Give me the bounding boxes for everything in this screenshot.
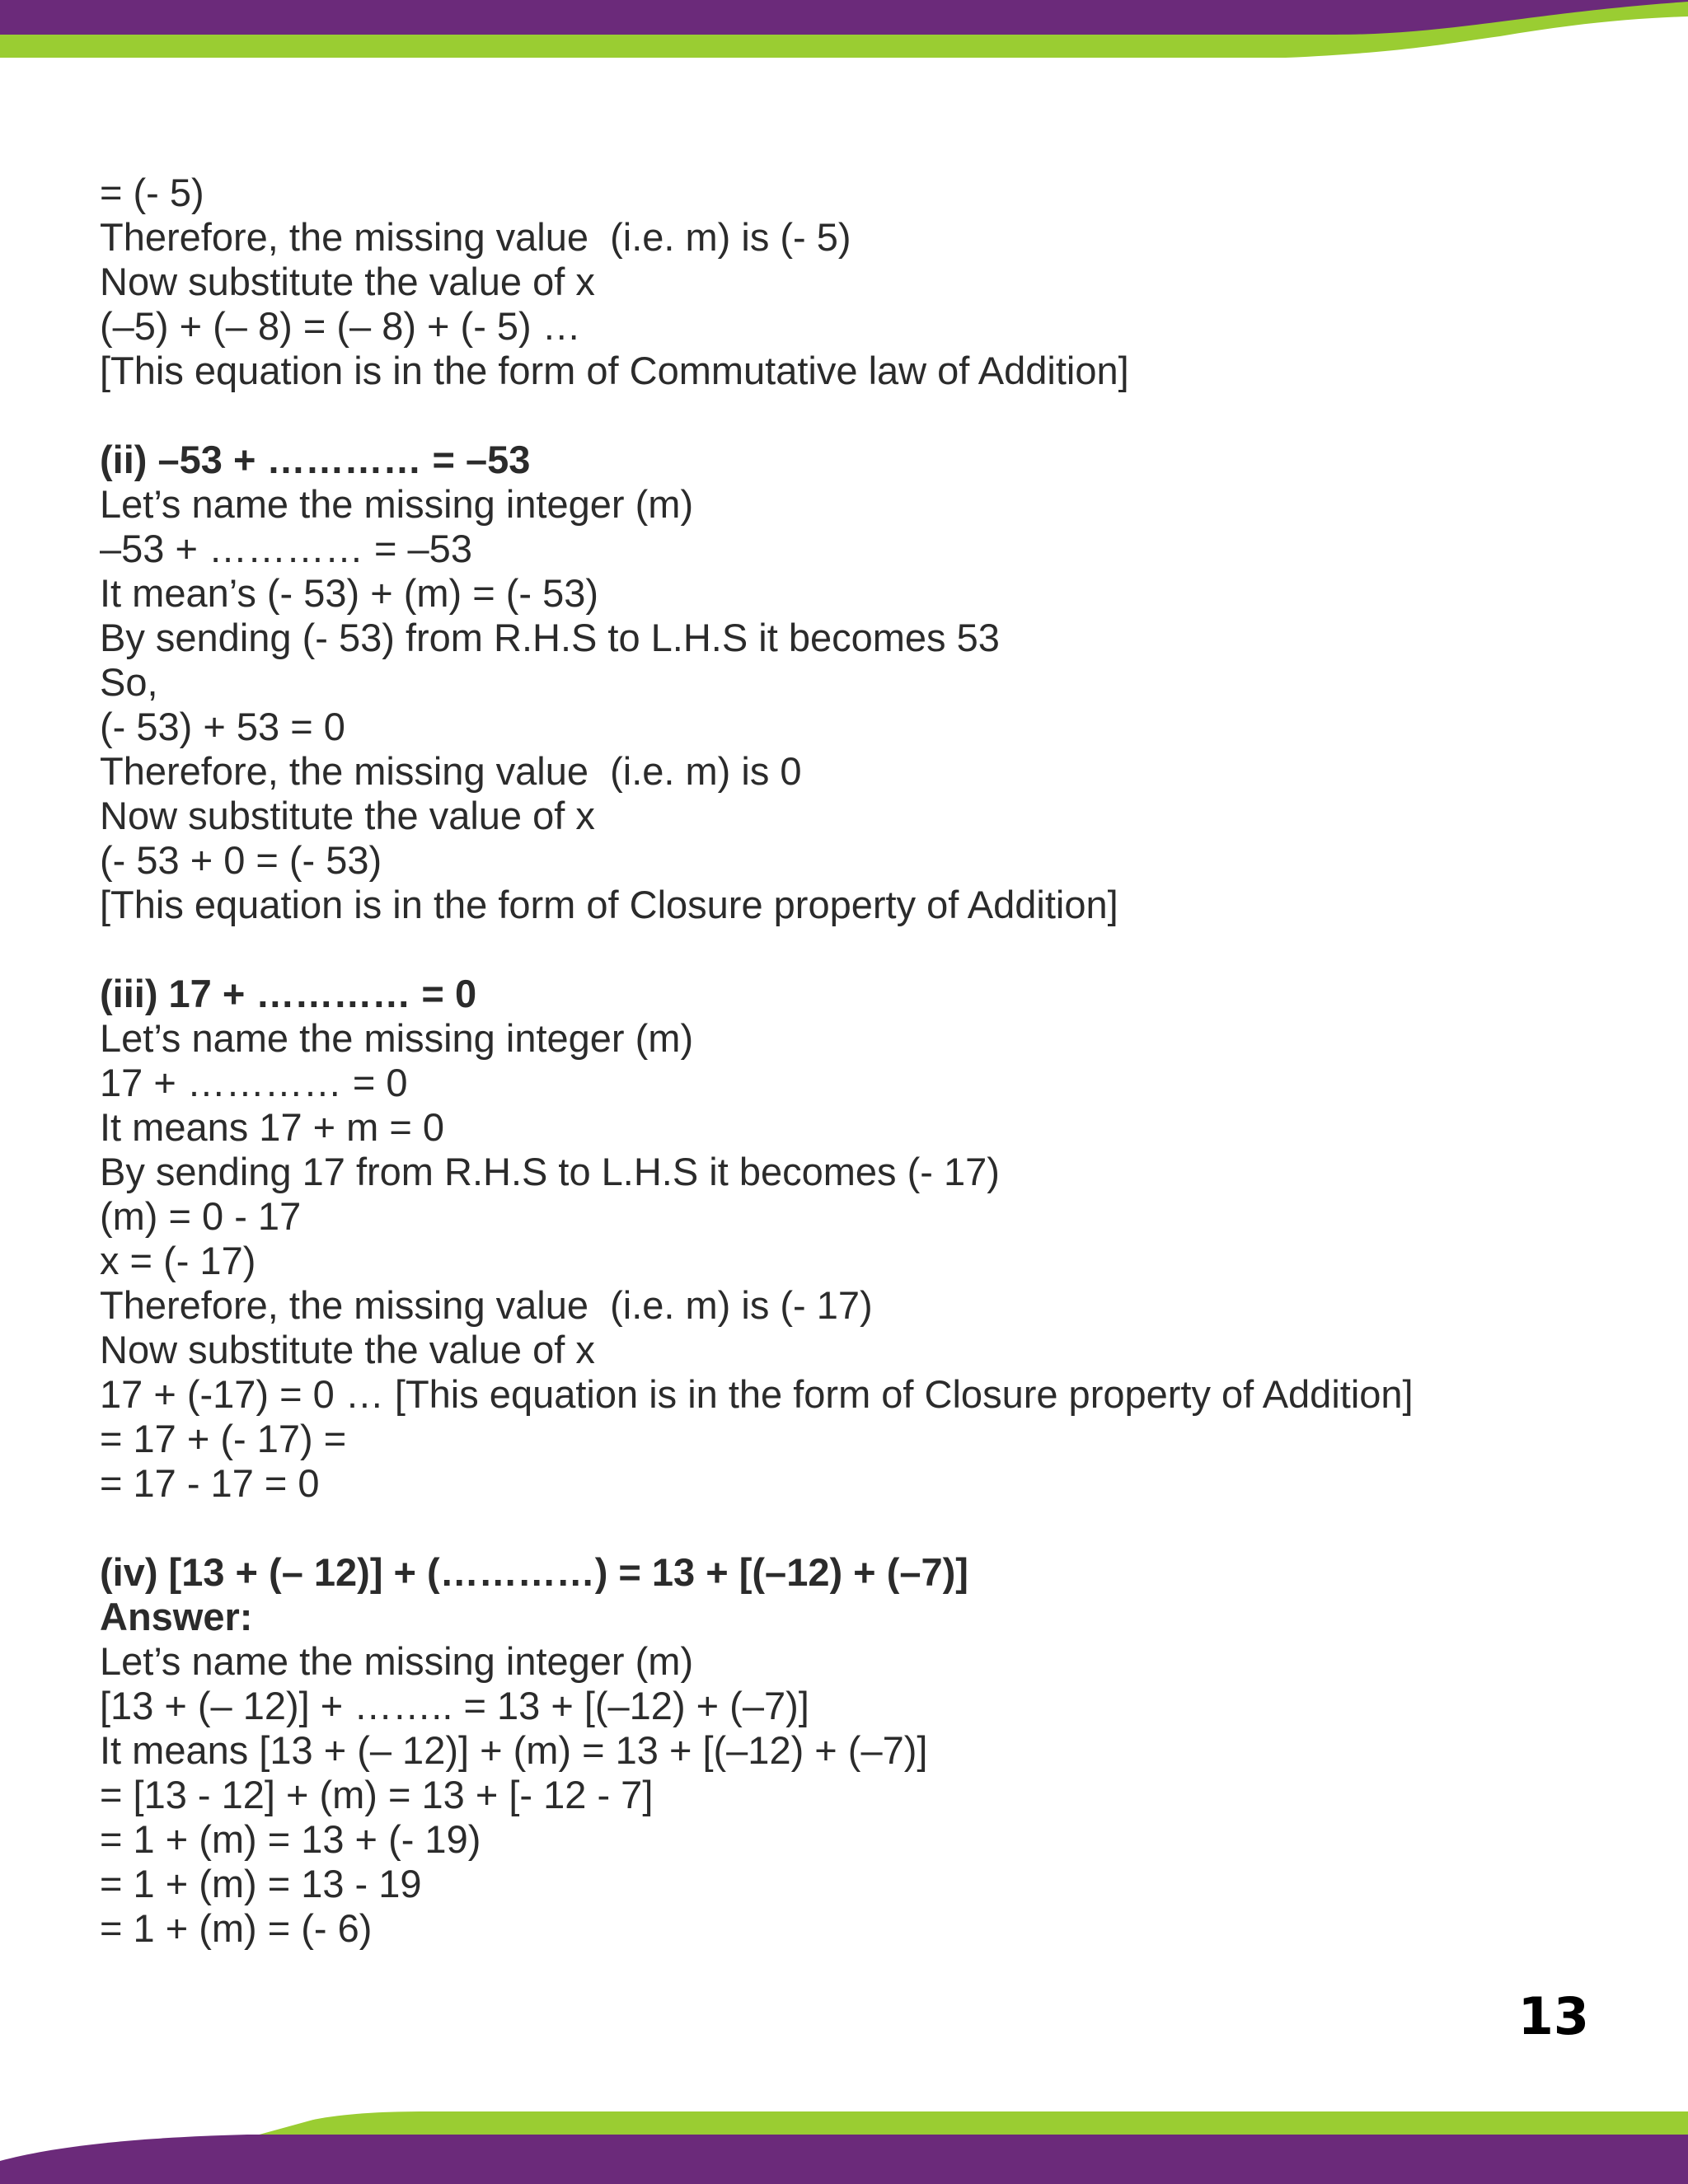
solution-line: It means 17 + m = 0 (100, 1105, 444, 1149)
solution-line: Now substitute the value of x (100, 794, 595, 837)
solution-line: Let’s name the missing integer (m) (100, 1639, 694, 1683)
bottom-purple-wave (0, 2135, 1688, 2184)
solution-line: Let’s name the missing integer (m) (100, 482, 694, 526)
question-heading: (iv) [13 + (– 12)] + (…………) = 13 + [(–12) + (–7)] (100, 1550, 968, 1594)
solution-line: Therefore, the missing value (i.e. m) is (- 17) (100, 1283, 873, 1327)
bottom-green-stripe (247, 2111, 1688, 2138)
solution-line: (- 53) + 53 = 0 (100, 705, 345, 748)
bottom-decorative-band (0, 2110, 1688, 2184)
paragraph-gap (100, 393, 1550, 438)
page-number: 13 (1517, 1986, 1589, 2046)
solution-line: (- 53 + 0 = (- 53) (100, 838, 382, 882)
solution-line: Now substitute the value of x (100, 1328, 595, 1371)
solution-line: [This equation is in the form of Closure property of Addition] (100, 883, 1118, 926)
solution-line: (–5) + (– 8) = (– 8) + (- 5) … (100, 304, 581, 348)
solution-line: It means [13 + (– 12)] + (m) = 13 + [(–12) + (–7)] (100, 1728, 928, 1772)
solution-line: 17 + (-17) = 0 … [This equation is in the form of Closure property of Addition] (100, 1372, 1414, 1416)
solution-line: [This equation is in the form of Commutative law of Addition] (100, 349, 1129, 392)
solution-line: Therefore, the missing value (i.e. m) is (- 5) (100, 215, 851, 259)
paragraph-gap (100, 927, 1550, 972)
solution-line: = 17 - 17 = 0 (100, 1461, 320, 1505)
solution-line: x = (- 17) (100, 1239, 256, 1282)
top-decorative-band (0, 0, 1688, 66)
solution-line: So, (100, 660, 158, 704)
question-heading: (iii) 17 + ………… = 0 (100, 972, 477, 1015)
solution-line: [13 + (– 12)] + …….. = 13 + [(–12) + (–7)] (100, 1684, 809, 1727)
solution-line: Let’s name the missing integer (m) (100, 1016, 694, 1060)
solution-line: = (- 5) (100, 171, 204, 214)
paragraph-gap (100, 1506, 1550, 1550)
solution-line: Therefore, the missing value (i.e. m) is 0 (100, 749, 802, 793)
solution-line: = 1 + (m) = 13 + (- 19) (100, 1817, 481, 1861)
solution-line: (m) = 0 - 17 (100, 1194, 302, 1238)
question-heading: Answer: (100, 1595, 253, 1638)
solution-line: 17 + ………… = 0 (100, 1061, 408, 1104)
solution-line: = 17 + (- 17) = (100, 1417, 347, 1460)
solution-line: = 1 + (m) = (- 6) (100, 1906, 373, 1950)
solution-line: It mean’s (- 53) + (m) = (- 53) (100, 571, 599, 615)
document-body (100, 171, 1550, 1951)
solution-line: By sending (- 53) from R.H.S to L.H.S it becomes 53 (100, 616, 1000, 659)
solution-line: –53 + ………… = –53 (100, 527, 472, 570)
question-heading: (ii) –53 + ………… = –53 (100, 438, 531, 481)
solution-line: = [13 - 12] + (m) = 13 + [- 12 - 7] (100, 1773, 654, 1816)
solution-line: By sending 17 from R.H.S to L.H.S it becomes (- 17) (100, 1150, 1000, 1193)
solution-line: = 1 + (m) = 13 - 19 (100, 1862, 422, 1905)
solution-line: Now substitute the value of x (100, 260, 595, 303)
